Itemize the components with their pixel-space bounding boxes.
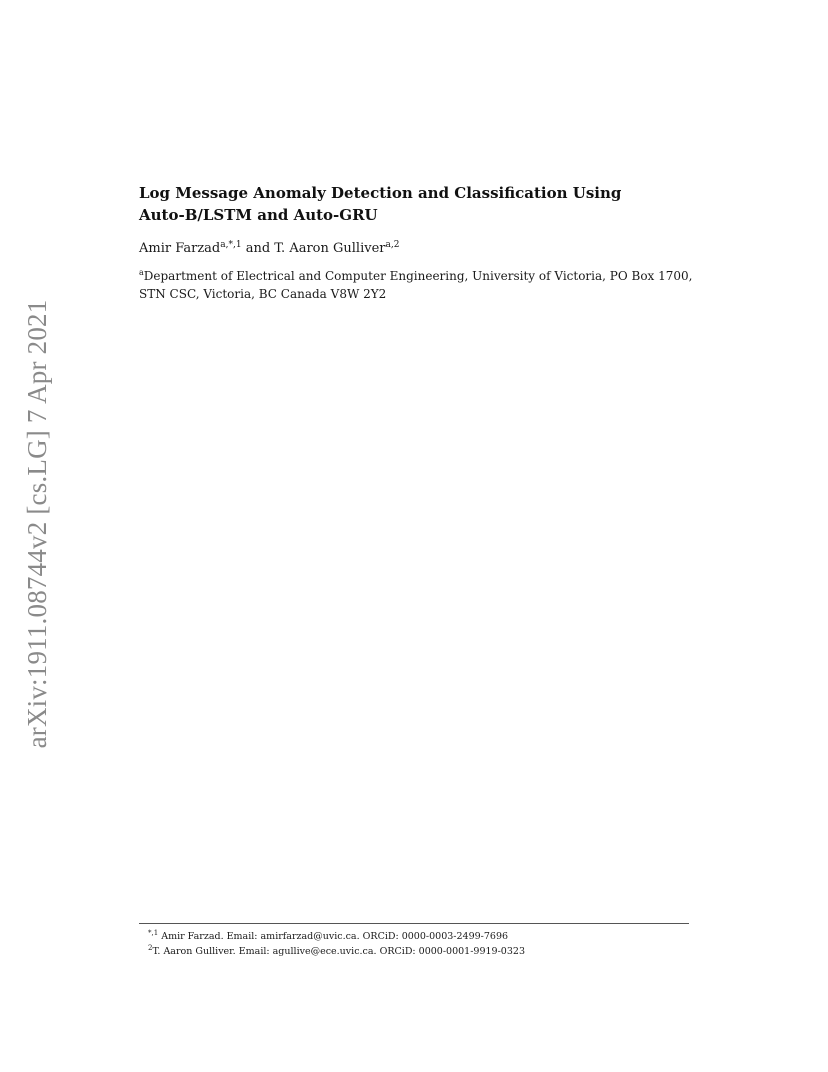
footnote-2-text: T. Aaron Gulliver. Email: agullive@ece.uvic.ca. ORCiD: 0000-0001-9919-0323 xyxy=(152,946,525,957)
footnote-2-mark: 2 xyxy=(148,944,153,952)
author-name-2: T. Aaron Gulliver xyxy=(274,241,386,256)
arxiv-identifier: arXiv:1911.08744v2 [cs.LG] 7 Apr 2021 xyxy=(22,299,52,749)
title-line-1: Log Message Anomaly Detection and Classification Using xyxy=(139,184,622,202)
author-list xyxy=(139,240,399,258)
paper-title xyxy=(139,182,699,226)
footnote-1-mark: *,1 xyxy=(148,929,159,937)
footnote-2 xyxy=(148,944,525,959)
affiliation-line-2: STN CSC, Victoria, BC Canada V8W 2Y2 xyxy=(139,287,387,301)
footnotes xyxy=(148,929,525,959)
author-1-marks: a,*,1 xyxy=(220,240,242,250)
author-name-1: Amir Farzad xyxy=(139,241,221,256)
author-separator: and xyxy=(241,241,275,256)
footnote-1-text: Amir Farzad. Email: amirfarzad@uvic.ca. ORCiD: 0000-0003-2499-7696 xyxy=(158,931,509,942)
affiliation-text-1: Department of Electrical and Computer Engineering, University of Victoria, PO Box 1700, xyxy=(143,269,693,283)
affiliation xyxy=(139,267,699,303)
title-line-2: Auto-B/LSTM and Auto-GRU xyxy=(139,206,378,224)
affiliation-line-1 xyxy=(139,267,699,285)
arxiv-sidebar-stamp xyxy=(12,294,62,754)
author-2-marks: a,2 xyxy=(385,240,400,250)
footnote-1 xyxy=(148,929,525,944)
footnote-divider xyxy=(139,923,689,924)
affiliation-mark: a xyxy=(139,268,144,277)
